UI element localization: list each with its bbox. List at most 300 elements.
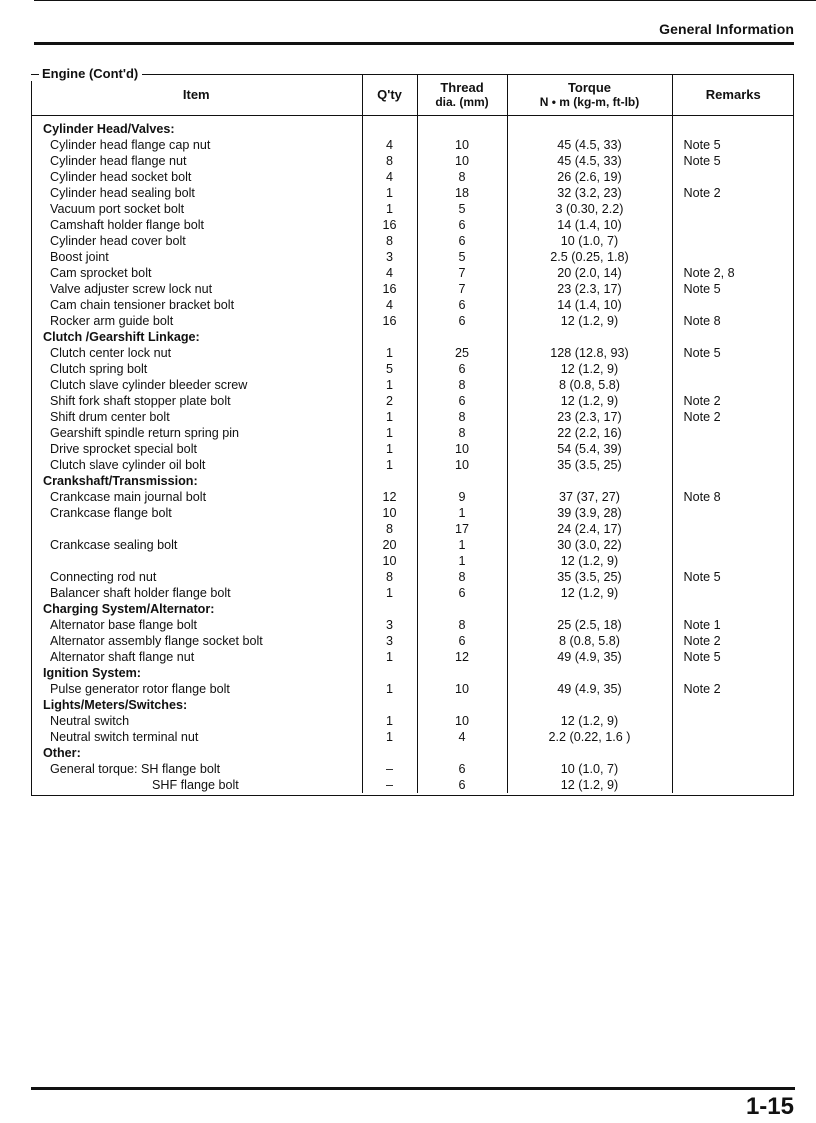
item-cell — [31, 537, 362, 553]
torque-cell: 37 (37, 27) — [507, 489, 672, 505]
thread-cell: 6 — [417, 633, 507, 649]
torque-cell: 25 (2.5, 18) — [507, 617, 672, 633]
remarks-cell — [672, 729, 794, 745]
item-cell — [31, 249, 362, 265]
empty-cell — [672, 473, 794, 489]
qty-cell: 1 — [362, 649, 417, 665]
empty-cell — [417, 329, 507, 345]
category-row — [31, 665, 794, 681]
empty-cell — [507, 601, 672, 617]
thread-cell: 6 — [417, 585, 507, 601]
table-row — [31, 713, 794, 729]
qty-cell: 3 — [362, 249, 417, 265]
torque-cell: 24 (2.4, 17) — [507, 521, 672, 537]
qty-cell: 1 — [362, 201, 417, 217]
item-cell — [31, 441, 362, 457]
remarks-cell — [672, 761, 794, 777]
category-label: Charging System/Alternator: — [43, 602, 215, 616]
thread-cell: 10 — [417, 441, 507, 457]
torque-cell: 12 (1.2, 9) — [507, 585, 672, 601]
torque-cell: 49 (4.9, 35) — [507, 681, 672, 697]
torque-cell: 2.2 (0.22, 1.6 ) — [507, 729, 672, 745]
item-cell — [31, 169, 362, 185]
table-row — [31, 537, 794, 553]
remarks-cell — [672, 249, 794, 265]
remarks-cell: Note 5 — [672, 649, 794, 665]
category-row — [31, 116, 794, 138]
remarks-cell: Note 8 — [672, 313, 794, 329]
empty-cell — [417, 601, 507, 617]
thread-cell: 6 — [417, 777, 507, 793]
item-cell — [31, 633, 362, 649]
thread-cell: 1 — [417, 553, 507, 569]
qty-cell: 1 — [362, 185, 417, 201]
remarks-cell: Note 2 — [672, 409, 794, 425]
torque-cell: 3 (0.30, 2.2) — [507, 201, 672, 217]
remarks-cell — [672, 441, 794, 457]
torque-cell: 12 (1.2, 9) — [507, 361, 672, 377]
table-row — [31, 185, 794, 201]
remarks-cell: Note 2 — [672, 681, 794, 697]
top-rule — [34, 0, 816, 1]
table-row — [31, 409, 794, 425]
empty-cell — [507, 697, 672, 713]
remarks-cell — [672, 457, 794, 473]
thread-cell: 8 — [417, 409, 507, 425]
remarks-cell: Note 2 — [672, 633, 794, 649]
item-name: Crankcase flange bolt — [50, 506, 172, 520]
thread-cell: 8 — [417, 569, 507, 585]
item-cell — [31, 201, 362, 217]
remarks-cell — [672, 377, 794, 393]
item-name: Clutch slave cylinder oil bolt — [50, 458, 206, 472]
category-row — [31, 601, 794, 617]
table-row — [31, 505, 794, 521]
empty-cell — [507, 116, 672, 138]
remarks-cell — [672, 505, 794, 521]
empty-cell — [362, 697, 417, 713]
item-name: Alternator assembly flange socket bolt — [50, 634, 263, 648]
item-cell — [31, 265, 362, 281]
torque-cell: 14 (1.4, 10) — [507, 297, 672, 313]
remarks-cell — [672, 425, 794, 441]
table-header-row — [31, 74, 794, 116]
qty-cell: 16 — [362, 281, 417, 297]
torque-cell: 12 (1.2, 9) — [507, 713, 672, 729]
torque-cell: 26 (2.6, 19) — [507, 169, 672, 185]
col-torque-line1: Torque — [567, 79, 612, 95]
item-name: Cylinder head flange cap nut — [50, 138, 211, 152]
item-cell — [31, 761, 362, 777]
thread-cell: 10 — [417, 713, 507, 729]
torque-cell: 12 (1.2, 9) — [507, 553, 672, 569]
item-cell — [31, 313, 362, 329]
qty-cell: – — [362, 761, 417, 777]
table-row — [31, 393, 794, 409]
remarks-cell — [672, 233, 794, 249]
torque-cell: 23 (2.3, 17) — [507, 409, 672, 425]
item-name: SHF flange bolt — [152, 778, 239, 792]
item-name: Neutral switch terminal nut — [50, 730, 199, 744]
thread-cell: 6 — [417, 361, 507, 377]
table-row — [31, 345, 794, 361]
item-name: Valve adjuster screw lock nut — [50, 282, 213, 296]
remarks-cell: Note 2 — [672, 185, 794, 201]
table-row — [31, 633, 794, 649]
item-cell — [31, 345, 362, 361]
torque-cell: 49 (4.9, 35) — [507, 649, 672, 665]
table-row — [31, 649, 794, 665]
item-name: Cylinder head sealing bolt — [50, 186, 195, 200]
item-name: Connecting rod nut — [50, 570, 157, 584]
col-thread-header — [417, 74, 507, 116]
item-name: Cam chain tensioner bracket bolt — [50, 298, 235, 312]
torque-cell: 35 (3.5, 25) — [507, 457, 672, 473]
qty-cell: 8 — [362, 569, 417, 585]
qty-cell: 16 — [362, 217, 417, 233]
table-row — [31, 457, 794, 473]
item-cell — [31, 217, 362, 233]
empty-cell — [672, 745, 794, 761]
thread-cell: 5 — [417, 249, 507, 265]
thread-cell: 1 — [417, 505, 507, 521]
col-item-header: Item — [31, 74, 362, 116]
item-cell — [31, 457, 362, 473]
category-row — [31, 697, 794, 713]
table-row — [31, 217, 794, 233]
thread-cell: 6 — [417, 761, 507, 777]
thread-cell: 4 — [417, 729, 507, 745]
category-label: Crankshaft/Transmission: — [43, 474, 198, 488]
thread-cell: 7 — [417, 281, 507, 297]
table-row — [31, 761, 794, 777]
thread-cell: 18 — [417, 185, 507, 201]
item-name: Alternator base flange bolt — [50, 618, 198, 632]
item-name: Rocker arm guide bolt — [50, 314, 174, 328]
qty-cell: 5 — [362, 361, 417, 377]
thread-cell: 8 — [417, 169, 507, 185]
item-cell — [31, 377, 362, 393]
torque-cell: 30 (3.0, 22) — [507, 537, 672, 553]
item-cell — [31, 569, 362, 585]
remarks-cell — [672, 217, 794, 233]
qty-cell: 1 — [362, 377, 417, 393]
legend-dash — [31, 74, 39, 75]
torque-cell: 12 (1.2, 9) — [507, 313, 672, 329]
item-name: Gearshift spindle return spring pin — [50, 426, 240, 440]
item-name: Balancer shaft holder flange bolt — [50, 586, 231, 600]
torque-cell: 45 (4.5, 33) — [507, 153, 672, 169]
item-name: Clutch spring bolt — [50, 362, 148, 376]
item-cell — [31, 425, 362, 441]
qty-cell: 1 — [362, 585, 417, 601]
qty-cell: 4 — [362, 265, 417, 281]
empty-cell — [507, 473, 672, 489]
category-label: Ignition System: — [43, 666, 141, 680]
remarks-cell: Note 2, 8 — [672, 265, 794, 281]
remarks-cell: Note 1 — [672, 617, 794, 633]
remarks-cell — [672, 361, 794, 377]
col-qty-header: Q'ty — [362, 74, 417, 116]
remarks-cell — [672, 777, 794, 793]
table-row — [31, 585, 794, 601]
item-cell — [31, 137, 362, 153]
qty-cell: 1 — [362, 425, 417, 441]
category-label: Cylinder Head/Valves: — [43, 122, 175, 136]
table-row — [31, 441, 794, 457]
empty-cell — [672, 329, 794, 345]
col-thread-line1: Thread — [440, 79, 484, 95]
empty-cell — [362, 745, 417, 761]
table-row — [31, 153, 794, 169]
table-row — [31, 681, 794, 697]
category-label: Lights/Meters/Switches: — [43, 698, 188, 712]
empty-cell — [362, 329, 417, 345]
item-cell — [31, 649, 362, 665]
category-row — [31, 745, 794, 761]
qty-cell: 2 — [362, 393, 417, 409]
table-row — [31, 249, 794, 265]
remarks-cell — [672, 297, 794, 313]
table-row — [31, 489, 794, 505]
empty-cell — [672, 116, 794, 138]
torque-cell: 20 (2.0, 14) — [507, 265, 672, 281]
col-remarks-header: Remarks — [672, 74, 794, 116]
torque-cell: 54 (5.4, 39) — [507, 441, 672, 457]
torque-cell: 32 (3.2, 23) — [507, 185, 672, 201]
thread-cell: 10 — [417, 137, 507, 153]
empty-cell — [507, 329, 672, 345]
header-rule — [34, 42, 794, 45]
item-name: Vacuum port socket bolt — [50, 202, 185, 216]
torque-cell: 8 (0.8, 5.8) — [507, 633, 672, 649]
torque-cell: 45 (4.5, 33) — [507, 137, 672, 153]
item-cell — [31, 185, 362, 201]
empty-cell — [417, 697, 507, 713]
empty-cell — [672, 665, 794, 681]
item-cell — [31, 393, 362, 409]
item-name: Neutral switch — [50, 714, 130, 728]
remarks-cell: Note 2 — [672, 393, 794, 409]
table-row — [31, 553, 794, 569]
thread-cell: 5 — [417, 201, 507, 217]
item-cell — [31, 553, 362, 569]
remarks-cell — [672, 537, 794, 553]
empty-cell — [417, 116, 507, 138]
item-name: Boost joint — [50, 250, 109, 264]
item-name: Crankcase sealing bolt — [50, 538, 178, 552]
footer-rule — [31, 1087, 795, 1090]
thread-cell: 6 — [417, 297, 507, 313]
qty-cell: 4 — [362, 297, 417, 313]
item-cell — [31, 297, 362, 313]
torque-cell: 22 (2.2, 16) — [507, 425, 672, 441]
item-name: Pulse generator rotor flange bolt — [50, 682, 230, 696]
qty-cell: 1 — [362, 681, 417, 697]
empty-cell — [417, 665, 507, 681]
qty-cell: 8 — [362, 153, 417, 169]
item-name: Clutch slave cylinder bleeder screw — [50, 378, 248, 392]
qty-cell: 1 — [362, 729, 417, 745]
qty-cell: – — [362, 777, 417, 793]
item-name: Clutch center lock nut — [50, 346, 172, 360]
item-name: Shift fork shaft stopper plate bolt — [50, 394, 231, 408]
torque-table — [31, 74, 794, 793]
table-row — [31, 201, 794, 217]
torque-cell: 10 (1.0, 7) — [507, 233, 672, 249]
category-row — [31, 473, 794, 489]
torque-cell: 8 (0.8, 5.8) — [507, 377, 672, 393]
item-cell — [31, 729, 362, 745]
thread-cell: 6 — [417, 233, 507, 249]
empty-cell — [672, 697, 794, 713]
table-legend — [31, 66, 142, 81]
remarks-cell — [672, 169, 794, 185]
remarks-cell: Note 5 — [672, 281, 794, 297]
table-row — [31, 233, 794, 249]
item-name: Alternator shaft flange nut — [50, 650, 195, 664]
thread-cell: 8 — [417, 617, 507, 633]
category-label: Clutch /Gearshift Linkage: — [43, 330, 200, 344]
empty-cell — [507, 745, 672, 761]
thread-cell: 8 — [417, 377, 507, 393]
table-title: Engine (Cont'd) — [42, 66, 139, 81]
item-name: Camshaft holder flange bolt — [50, 218, 205, 232]
item-name: Shift drum center bolt — [50, 410, 170, 424]
item-cell — [31, 489, 362, 505]
item-cell — [31, 713, 362, 729]
item-cell — [31, 617, 362, 633]
torque-cell: 2.5 (0.25, 1.8) — [507, 249, 672, 265]
thread-cell: 25 — [417, 345, 507, 361]
table-row — [31, 265, 794, 281]
remarks-cell: Note 5 — [672, 345, 794, 361]
qty-cell: 12 — [362, 489, 417, 505]
item-cell — [31, 505, 362, 521]
qty-cell: 3 — [362, 617, 417, 633]
page-number: 1-15 — [745, 1093, 794, 1120]
thread-cell: 10 — [417, 153, 507, 169]
item-name: Cylinder head flange nut — [50, 154, 187, 168]
qty-cell: 1 — [362, 441, 417, 457]
item-name: General torque: SH flange bolt — [50, 762, 221, 776]
qty-cell: 20 — [362, 537, 417, 553]
thread-cell: 7 — [417, 265, 507, 281]
item-cell — [31, 409, 362, 425]
torque-cell: 10 (1.0, 7) — [507, 761, 672, 777]
remarks-cell: Note 5 — [672, 137, 794, 153]
empty-cell — [417, 745, 507, 761]
item-cell — [31, 281, 362, 297]
torque-cell: 128 (12.8, 93) — [507, 345, 672, 361]
item-name: Drive sprocket special bolt — [50, 442, 197, 456]
category-row — [31, 329, 794, 345]
qty-cell: 3 — [362, 633, 417, 649]
thread-cell: 10 — [417, 681, 507, 697]
item-name: Crankcase main journal bolt — [50, 490, 207, 504]
section-title: General Information — [659, 21, 794, 37]
torque-cell: 14 (1.4, 10) — [507, 217, 672, 233]
empty-cell — [417, 473, 507, 489]
thread-cell: 8 — [417, 425, 507, 441]
table-row — [31, 729, 794, 745]
qty-cell: 1 — [362, 345, 417, 361]
table-row — [31, 281, 794, 297]
table-row — [31, 361, 794, 377]
table-row — [31, 569, 794, 585]
thread-cell: 6 — [417, 217, 507, 233]
remarks-cell: Note 8 — [672, 489, 794, 505]
table-row — [31, 377, 794, 393]
torque-cell: 12 (1.2, 9) — [507, 777, 672, 793]
qty-cell: 8 — [362, 233, 417, 249]
empty-cell — [362, 601, 417, 617]
remarks-cell: Note 5 — [672, 569, 794, 585]
qty-cell: 8 — [362, 521, 417, 537]
thread-cell: 10 — [417, 457, 507, 473]
remarks-cell — [672, 201, 794, 217]
qty-cell: 1 — [362, 409, 417, 425]
thread-cell: 9 — [417, 489, 507, 505]
empty-cell — [507, 665, 672, 681]
item-cell — [31, 585, 362, 601]
empty-cell — [362, 665, 417, 681]
table-row — [31, 777, 794, 793]
item-name: Cylinder head socket bolt — [50, 170, 192, 184]
torque-cell: 35 (3.5, 25) — [507, 569, 672, 585]
remarks-cell — [672, 585, 794, 601]
table-row — [31, 521, 794, 537]
qty-cell: 4 — [362, 169, 417, 185]
table-body — [31, 116, 794, 794]
col-torque-line2: N • m (kg-m, ft-lb) — [539, 94, 640, 109]
item-cell — [31, 521, 362, 537]
table-row — [31, 137, 794, 153]
remarks-cell — [672, 521, 794, 537]
table-row — [31, 169, 794, 185]
thread-cell: 6 — [417, 313, 507, 329]
qty-cell: 1 — [362, 457, 417, 473]
qty-cell: 10 — [362, 553, 417, 569]
qty-cell: 16 — [362, 313, 417, 329]
item-cell — [31, 681, 362, 697]
col-torque-header — [507, 74, 672, 116]
item-name: Cam sprocket bolt — [50, 266, 152, 280]
empty-cell — [672, 601, 794, 617]
torque-cell: 39 (3.9, 28) — [507, 505, 672, 521]
item-name: Cylinder head cover bolt — [50, 234, 186, 248]
category-label: Other: — [43, 746, 81, 760]
qty-cell: 4 — [362, 137, 417, 153]
remarks-cell — [672, 713, 794, 729]
remarks-cell: Note 5 — [672, 153, 794, 169]
item-cell — [31, 777, 362, 793]
thread-cell: 17 — [417, 521, 507, 537]
col-thread-line2: dia. (mm) — [435, 94, 489, 109]
item-cell — [31, 233, 362, 249]
thread-cell: 6 — [417, 393, 507, 409]
thread-cell: 1 — [417, 537, 507, 553]
table-row — [31, 617, 794, 633]
qty-cell: 1 — [362, 713, 417, 729]
remarks-cell — [672, 553, 794, 569]
thread-cell: 12 — [417, 649, 507, 665]
torque-cell: 23 (2.3, 17) — [507, 281, 672, 297]
item-cell — [31, 153, 362, 169]
empty-cell — [362, 116, 417, 138]
item-cell — [31, 361, 362, 377]
table-row — [31, 425, 794, 441]
